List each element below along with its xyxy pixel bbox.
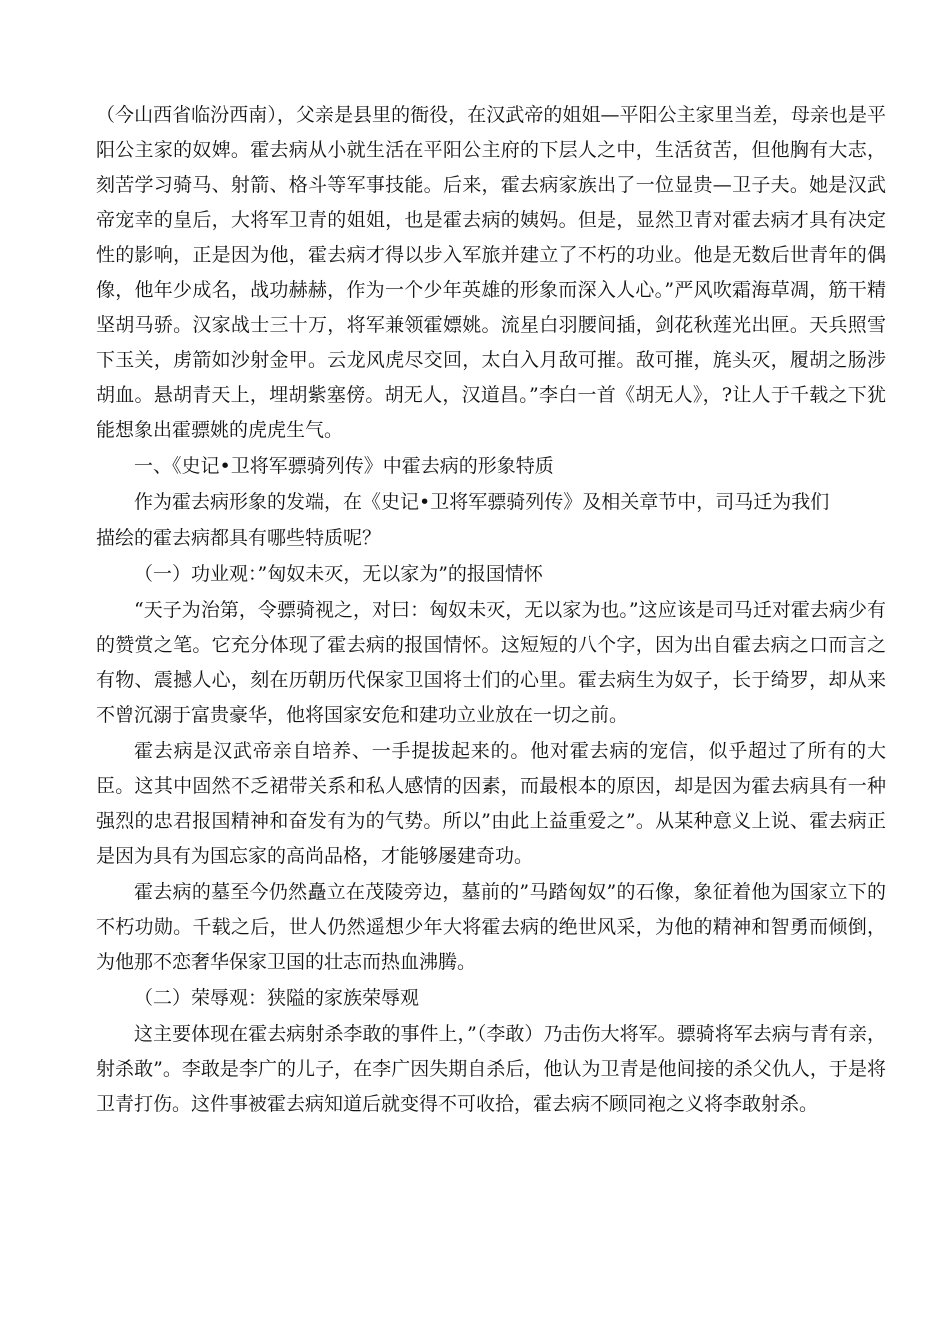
- section-heading-image-traits: 一、《史记•卫将军骠骑列传》中霍去病的形象特质: [134, 455, 554, 477]
- subsection-heading-honor-view: （二）荣辱观：狭隘的家族荣辱观: [134, 987, 420, 1009]
- paragraph-li-gan-incident: 这主要体现在霍去病射杀李敢的事件上，”（李敢）乃击伤大将军。骠骑将军去病与青有亲，射杀敢”。李敢是李广的儿子，在李广因失期自杀后，他认为卫青是他间接的杀父仇人，于是将卫青打伤。这件事被霍去病知道后就变得不可收拾，霍去病不顾同袍之义将李敢射杀。: [96, 1023, 886, 1115]
- paragraph-patriotism: “天子为治第，令骠骑视之，对曰：匈奴未灭，无以家为也。”这应该是司马迁对霍去病少有的赞赏之笔。它充分体现了霍去病的报国情怀。这短短的八个字，因为出自霍去病之口而言之有物、震撼人心，刻在历朝历代保家卫国将士们的心里。霍去病生为奴子，长于绮罗，却从来不曾沉溺于富贵豪华，他将国家安危和建功立业放在一切之前。: [96, 599, 886, 726]
- document-page: [96, 98, 886, 1123]
- paragraph-tomb-legacy: 霍去病的墓至今仍然矗立在茂陵旁边，墓前的”马踏匈奴”的石像，象征着他为国家立下的不朽功勋。千载之后，世人仍然遥想少年大将霍去病的绝世风采，为他的精神和智勇而倾倒，为他那不恋奢华保家卫国的壮志而热血沸腾。: [96, 881, 886, 973]
- paragraph-intro-question-line1: 作为霍去病形象的发端，在《史记•卫将军骠骑列传》及相关章节中，司马迁为我们: [134, 491, 830, 513]
- paragraph-emperor-favor: 霍去病是汉武帝亲自培养、一手提拔起来的。他对霍去病的宠信，似乎超过了所有的大臣。这其中固然不乏裙带关系和私人感情的因素，而最根本的原因，却是因为霍去病具有一种强烈的忠君报国精神和奋发有为的气势。所以”由此上益重爱之”。从某种意义上说、霍去病正是因为具有为国忘家的高尚品格，才能够屡建奇功。: [96, 740, 886, 867]
- paragraph-family-background: （今山西省临汾西南），父亲是县里的衙役，在汉武帝的姐姐—平阳公主家里当差，母亲也是平阳公主家的奴婢。霍去病从小就生活在平阳公主府的下层人之中，生活贫苦，但他胸有大志，刻苦学习骑马、射箭、格斗等军事技能。后来，霍去病家族出了一位显贵—卫子夫。她是汉武帝宠幸的皇后，大将军卫青的姐姐，也是霍去病的姨妈。但是，显然卫青对霍去病才具有决定性的影响，正是因为他，霍去病才得以步入军旅并建立了不朽的功业。他是无数后世青年的偶像，他年少成名，战功赫赫，作为一个少年英雄的形象而深入人心。”严风吹霜海草凋，筋干精坚胡马骄。汉家战士三十万，将军兼领霍嫖姚。流星白羽腰间插，剑花秋莲光出匣。天兵照雪下玉关，虏箭如沙射金甲。云龙风虎尽交回，太白入月敌可摧。敌可摧，旄头灭，履胡之肠涉胡血。悬胡青天上，埋胡紫塞傍。胡无人，汉道昌。”李白一首《胡无人》，?让人于千载之下犹能想象出霍骠姚的虎虎生气。: [96, 104, 886, 441]
- paragraph-intro-question-line2: 描绘的霍去病都具有哪些特质呢？: [96, 527, 382, 549]
- subsection-heading-merit-view: （一）功业观：”匈奴未灭，无以家为”的报国情怀: [134, 563, 543, 585]
